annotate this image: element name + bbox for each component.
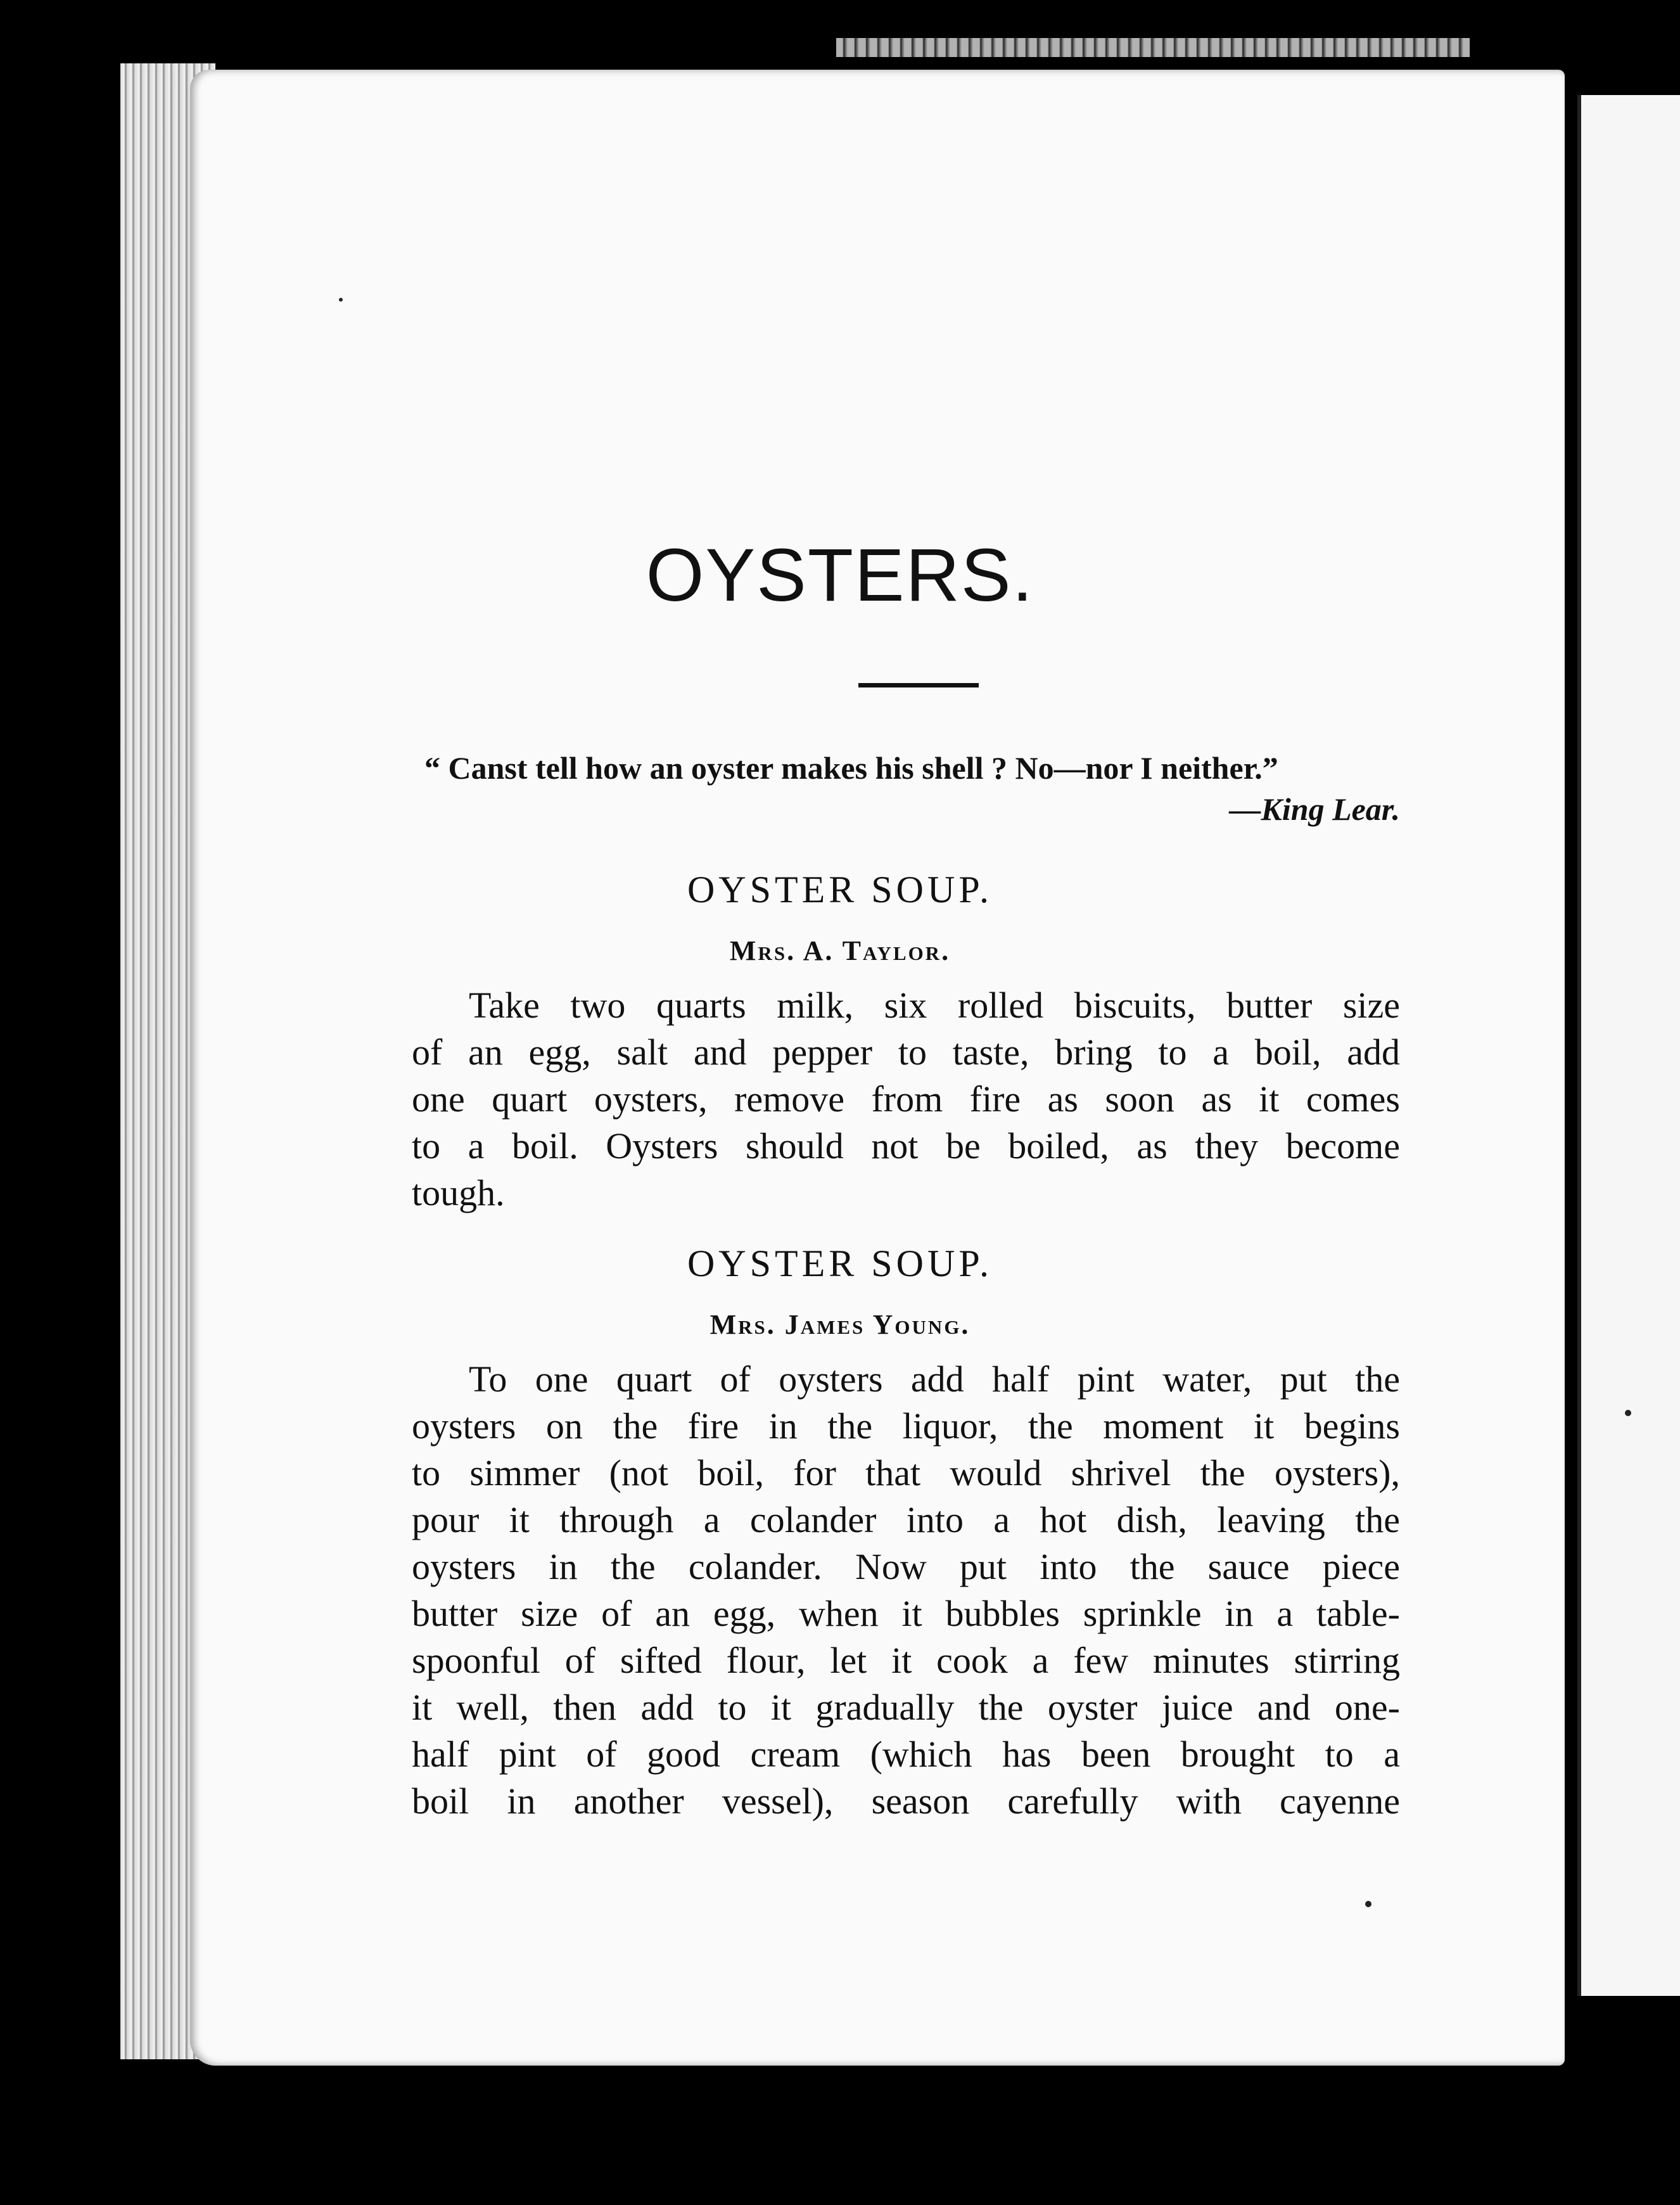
epigraph-attribution: —King Lear. bbox=[1229, 791, 1400, 827]
recipe-line: one quart oysters, remove from fire as soon as it comes bbox=[412, 1078, 1400, 1120]
scan-speck bbox=[1625, 1410, 1631, 1416]
recipe-line: half pint of good cream (which has been brought to a bbox=[412, 1734, 1400, 1775]
recipe-line: oysters in the colander. Now put into the sauce piece bbox=[412, 1546, 1400, 1587]
recipe-title: OYSTER SOUP. bbox=[687, 1243, 993, 1284]
epigraph-quote: “ Canst tell how an oyster makes his shell ? No—nor I neither.” bbox=[424, 750, 1278, 786]
recipe-line: To one quart of oysters add half pint water, put the bbox=[469, 1358, 1400, 1400]
recipe-line: oysters on the fire in the liquor, the moment it begins bbox=[412, 1405, 1400, 1447]
scan-top-edge bbox=[836, 38, 1470, 57]
recipe-line: to simmer (not boil, for that would shrivel the oysters), bbox=[412, 1452, 1400, 1493]
recipe-line: of an egg, salt and pepper to taste, bring to a boil, add bbox=[412, 1032, 1400, 1073]
recipe-line: to a boil. Oysters should not be boiled, as they become bbox=[412, 1125, 1400, 1166]
scan-speck bbox=[1365, 1901, 1371, 1907]
epigraph bbox=[424, 748, 1400, 830]
recipe-line: boil in another vessel), season carefully with cayenne bbox=[412, 1780, 1400, 1822]
page-title: OYSTERS. bbox=[646, 534, 1034, 617]
recipe-line: spoonful of sifted flour, let it cook a few minutes stirring bbox=[412, 1640, 1400, 1681]
recipe-title: OYSTER SOUP. bbox=[687, 869, 993, 911]
recipe-author: Mrs. James Young. bbox=[710, 1309, 970, 1340]
facing-page-edge bbox=[1577, 95, 1680, 1996]
recipe-author: Mrs. A. Taylor. bbox=[729, 935, 951, 966]
recipe-line: pour it through a colander into a hot dish, leaving the bbox=[412, 1499, 1400, 1540]
scan-speck bbox=[339, 298, 343, 302]
recipe-line: tough. bbox=[412, 1172, 505, 1213]
recipe-line: it well, then add to it gradually the oyster juice and one- bbox=[412, 1687, 1400, 1728]
recipe-line: butter size of an egg, when it bubbles sprinkle in a table- bbox=[412, 1593, 1400, 1634]
recipe-body bbox=[412, 1356, 1400, 1825]
recipe-line: Take two quarts milk, six rolled biscuits, butter size bbox=[469, 985, 1400, 1026]
title-divider bbox=[858, 683, 979, 687]
recipe-body bbox=[412, 982, 1400, 1217]
